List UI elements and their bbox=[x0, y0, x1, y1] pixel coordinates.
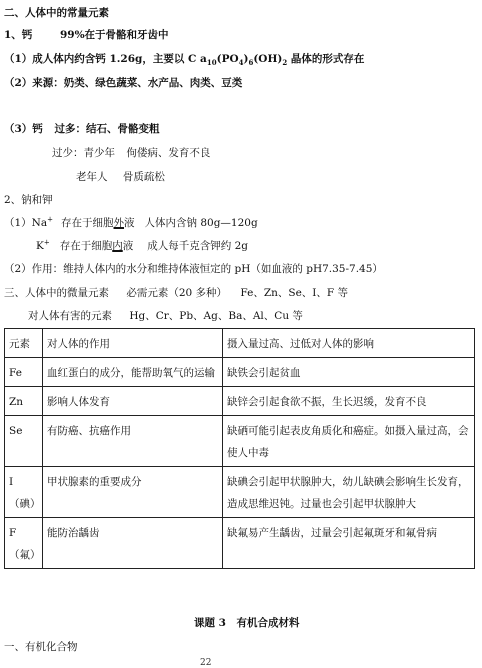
organic-compounds-heading: 一、有机化合物 bbox=[4, 641, 78, 653]
table-cell-element: Se bbox=[5, 416, 43, 467]
table-cell-effect: 缺锌会引起食欲不振，生长迟缓，发育不良 bbox=[223, 387, 475, 416]
trace-elements-heading bbox=[4, 286, 348, 300]
sodium-potassium-role: （2）作用：维持人体内的水分和维持体液恒定的 pH（如血液的 pH7.35-7.45） bbox=[4, 263, 383, 275]
calcium-content-text: （1）成人体内约含钙 1.26g，主要以 C a bbox=[4, 53, 207, 65]
potassium-amount: 成人每千克含钾约 2g bbox=[147, 240, 248, 252]
superscript: + bbox=[43, 238, 50, 247]
table-cell-effect: 缺氟易产生龋齿，过量会引起氟斑牙和氟骨病 bbox=[223, 518, 475, 569]
subscript: 4 bbox=[238, 58, 244, 68]
table-row bbox=[5, 358, 475, 387]
elderly-label: 老年人 bbox=[76, 171, 108, 183]
sodium-line bbox=[4, 216, 258, 230]
harmful-elements-list: Hg、Cr、Pb、Ag、Ba、Al、Cu 等 bbox=[129, 310, 303, 322]
superscript: + bbox=[47, 215, 54, 224]
calcium-title bbox=[4, 28, 169, 42]
sodium-potassium-title: 2、钠和钾 bbox=[4, 194, 53, 206]
essential-elements-list: Fe、Zn、Se、I、F 等 bbox=[240, 287, 349, 299]
harmful-elements-label: 对人体有害的元素 bbox=[28, 310, 112, 322]
harmful-elements-line bbox=[28, 309, 303, 323]
table-cell-role: 有防癌、抗癌作用 bbox=[43, 416, 223, 467]
subscript: 10 bbox=[206, 58, 217, 68]
calcium-excess-text: 过多：结石、骨骼变粗 bbox=[54, 123, 160, 135]
essential-elements-label: 必需元素（20 多种） bbox=[126, 287, 228, 299]
table-header-cell: 元素 bbox=[5, 329, 43, 358]
calcium-deficit-label: 过少：青少年 bbox=[52, 147, 115, 159]
table-header-cell: 摄入量过高、过低对人体的影响 bbox=[223, 329, 475, 358]
table-cell-element: Zn bbox=[5, 387, 43, 416]
underlined-word-outer: 外 bbox=[113, 217, 125, 229]
subscript: 2 bbox=[282, 58, 288, 68]
table-cell-element: F（氟） bbox=[5, 518, 43, 569]
sodium-amount: 人体内含钠 80g—120g bbox=[144, 217, 258, 229]
page-number: 22 bbox=[200, 658, 212, 668]
table-cell-element: Fe bbox=[5, 358, 43, 387]
table-cell-element: I（碘） bbox=[5, 467, 43, 518]
sodium-ion: （1）Na bbox=[4, 217, 48, 229]
formula-part: ) bbox=[243, 53, 249, 65]
subscript: 6 bbox=[248, 58, 254, 68]
sodium-location: 存在于细胞 bbox=[61, 217, 114, 229]
table-cell-role: 影响人体发育 bbox=[43, 387, 223, 416]
table-cell-effect: 缺铁会引起贫血 bbox=[223, 358, 475, 387]
potassium-location: 存在于细胞 bbox=[59, 240, 113, 252]
table-cell-role: 血红蛋白的成分，能帮助氧气的运输 bbox=[43, 358, 223, 387]
table-cell-role: 甲状腺素的重要成分 bbox=[43, 467, 223, 518]
table-row bbox=[5, 416, 475, 467]
formula-part: (OH) bbox=[253, 53, 283, 65]
potassium-line bbox=[36, 239, 248, 253]
calcium-title-label: 1、钙 bbox=[4, 29, 33, 41]
table-cell-effect: 缺碘会引起甲状腺肿大，幼儿缺碘会影响生长发育，造成思维迟钝。过量也会引起甲状腺肿大 bbox=[223, 467, 475, 518]
calcium-content-line bbox=[4, 52, 364, 66]
table-row bbox=[5, 518, 475, 569]
calcium-excess-label: （3）钙 bbox=[4, 123, 43, 135]
table-header-cell: 对人体的作用 bbox=[43, 329, 223, 358]
table-row bbox=[5, 387, 475, 416]
table-row bbox=[5, 467, 475, 518]
calcium-deficit-youth bbox=[52, 146, 210, 160]
calcium-content-tail: 晶体的形式存在 bbox=[287, 53, 365, 65]
calcium-excess bbox=[4, 122, 159, 136]
lesson-title: 课题 3 有机合成材料 bbox=[194, 617, 300, 629]
potassium-ion: K bbox=[36, 240, 44, 252]
table-cell-role: 能防治龋齿 bbox=[43, 518, 223, 569]
calcium-deficit-elderly bbox=[76, 170, 165, 184]
formula-part: (PO bbox=[216, 53, 239, 65]
table-header-row bbox=[5, 329, 475, 358]
trace-elements-table bbox=[4, 328, 475, 569]
table-cell-effect: 缺硒可能引起表皮角质化和癌症。如摄入量过高，会使人中毒 bbox=[223, 416, 475, 467]
elderly-text: 骨质疏松 bbox=[122, 171, 165, 183]
section-heading-constant-elements: 二、人体中的常量元素 bbox=[4, 7, 109, 19]
calcium-title-desc: 99%在于骨骼和牙齿中 bbox=[59, 29, 169, 41]
sodium-location-end: 液 bbox=[124, 217, 135, 229]
underlined-word-inner: 内 bbox=[112, 240, 123, 252]
calcium-deficit-text: 佝偻病、发育不良 bbox=[126, 147, 211, 159]
trace-elements-title: 三、人体中的微量元素 bbox=[4, 287, 109, 299]
calcium-sources: （2）来源：奶类、绿色蔬菜、水产品、肉类、豆类 bbox=[4, 77, 243, 89]
potassium-location-end: 液 bbox=[122, 240, 134, 252]
